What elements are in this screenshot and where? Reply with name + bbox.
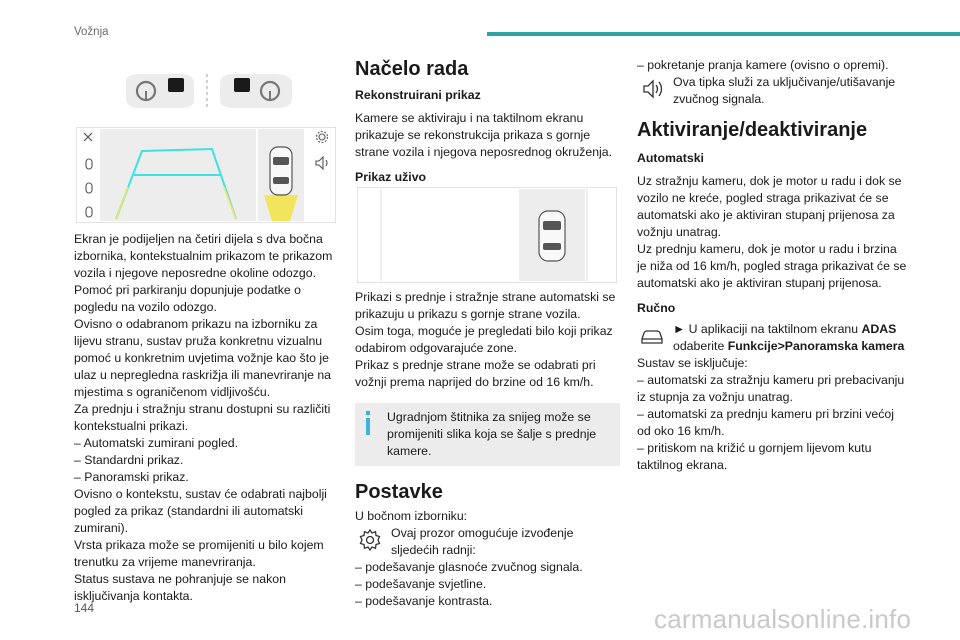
car-icon: [637, 321, 667, 351]
watermark: carmanualsonline.info: [654, 604, 912, 634]
automatic-text: Uz stražnju kameru, dok je motor u radu i dok se vozilo ne kreće, pogled straga prikazivat će se automatski ako je aktiviran stupanj prijenosa za vožnju unatrag. Uz prednju kameru, dok je motor u radu i brzina je niža od 16 km/h, pogled straga prikazivat će se automatski ako je aktiviran stupanj prijenosa.: [637, 174, 907, 290]
live-text: Prikazi s prednje i stražnje strane automatski se prikazuju u prikazu s gornje strane vozila. Osim toga, moguće je pregledati bilo koji prikaz odabirom odgovarajuće zone. Prikaz s prednje strane može se odabrati pri vožnji prema naprijed do brzine od 16 km/h.: [355, 290, 616, 389]
heading-reconstructed: Rekonstruirani prikaz: [355, 88, 481, 102]
column-left: [74, 231, 346, 605]
settings-list: – podešavanje glasnoće zvučnog signala. – podešavanje svjetline. – podešavanje kontrasta.: [355, 560, 583, 608]
gear-icon: [355, 525, 385, 555]
camera-screen-figure: [76, 127, 336, 223]
settings-intro: U bočnom izborniku:: [355, 509, 468, 523]
settings-gear-text: Ovaj prozor omogućuje izvođenje sljedećih radnji:: [391, 526, 574, 557]
manual-row: [637, 321, 907, 355]
speaker-icon: [637, 74, 667, 104]
manual-text-c: odaberite: [673, 339, 728, 353]
reverse-camera-screen: [76, 127, 336, 223]
heading-live: Prikaz uživo: [355, 170, 427, 184]
section-title: Vožnja: [74, 26, 109, 38]
info-icon: [363, 411, 373, 435]
settings-gear-row: [355, 525, 620, 559]
manual-menu-path: Funkcije>Panoramska kamera: [727, 339, 905, 353]
header-accent-bar: [487, 32, 960, 36]
column-middle-lower: [355, 289, 620, 610]
screen-description: Ekran je podijeljen na četiri dijela s dva bočna izbornika, kontekstualnim prikazom te prikazom vozila i njegove neposredne okoline odozgo. Pomoć pri parkiranju dopunjuje podatke o pogledu na vozilo odozgo. Ovisno o odabranom prikazu na izborniku za lijevu stranu, sustav pruža konkretnu vizualnu pomoć u konkretnim uvjetima vožnje kao što je ulaz u nepregledna raskrižja ili manevriranje na mjestima s ograničenom vidljivošću. Za prednju i stražnju stranu dostupni su različiti kontekstualni prikazi. – Automatski zumirani pogled. – Standardni prikaz. – Panoramski prikaz. Ovisno o kontekstu, sustav će odabrati najbolji pogled za prikaz (standardni ili automatski zumirani). Vrsta prikaza može se promijeniti u bilo kojem trenutku za vrijeme manevriranja. Status sustava ne pohranjuje se nakon isključivanja kontakta.: [74, 232, 333, 603]
camera-wash-text: – pokretanje pranja kamere (ovisno o opremi).: [637, 58, 889, 72]
arrow-bullet: ►: [673, 322, 686, 336]
info-text: Ugradnjom štitnika za snijeg može se promijeniti slika koja se šalje s prednje kamere.: [387, 410, 597, 458]
heading-manual: Ručno: [637, 301, 676, 315]
manual-adas: ADAS: [861, 322, 897, 336]
heading-automatic: Automatski: [637, 151, 704, 165]
column-right: [637, 57, 907, 474]
heading-activation: Aktiviranje/deaktiviranje: [637, 119, 868, 141]
mirrors-figure: [120, 70, 300, 114]
deactivation-text: Sustav se isključuje: – automatski za stražnju kameru pri prebacivanju iz stupnja za vožnju unatrag. – automatski za prednju kameru pri brzini većoj od oko 16 km/h. – pritiskom na križić u gornjem lijevom kutu taktilnog ekrana.: [637, 356, 905, 472]
live-view-screen: [357, 187, 617, 283]
manual-text-a: U aplikaciji na taktilnom ekranu: [685, 322, 862, 336]
speaker-text: Ova tipka služi za uključivanje/utišavanje zvučnog signala.: [673, 75, 896, 106]
heading-principle: Načelo rada: [355, 58, 469, 80]
heading-settings: Postavke: [355, 481, 443, 503]
reconstructed-text: Kamere se aktiviraju i na taktilnom ekranu prikazuje se rekonstrukcija prikaza s gornje strane vozila i njegova neposrednog okruženja.: [355, 111, 613, 159]
manual-instruction: [673, 321, 907, 355]
live-view-figure: [357, 187, 617, 283]
side-mirrors-icon: [120, 70, 300, 114]
speaker-row: [637, 74, 907, 108]
info-box: [355, 403, 620, 466]
page-number: 144: [74, 601, 95, 615]
column-middle: [355, 57, 620, 186]
